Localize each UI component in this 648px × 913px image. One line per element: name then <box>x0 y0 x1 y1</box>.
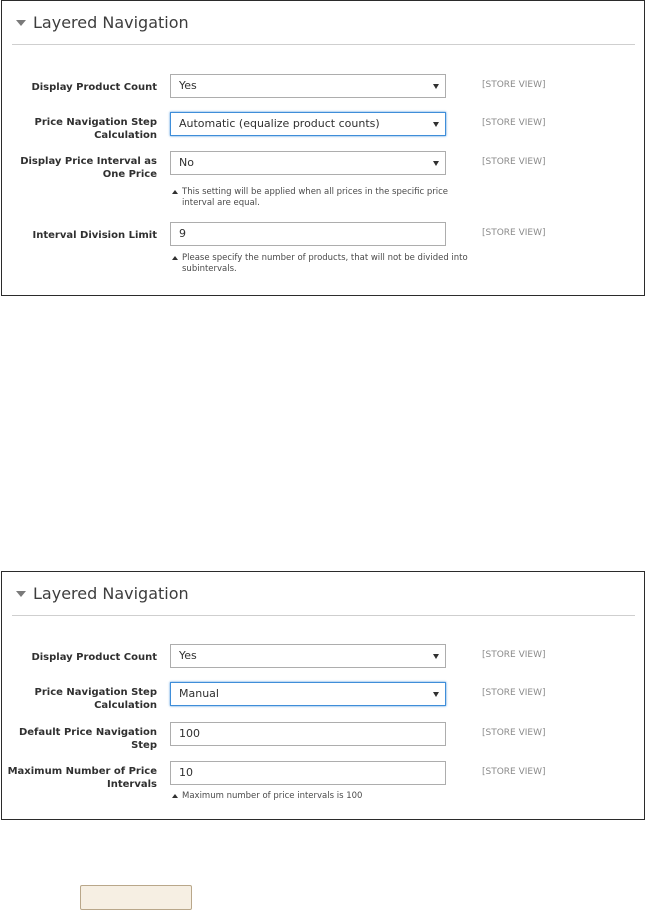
field-label: Price Navigation Step Calculation <box>34 117 157 141</box>
scope-label: [STORE VIEW] <box>482 80 546 90</box>
dropdown-arrow-icon <box>433 84 439 89</box>
dropdown-arrow-icon <box>433 122 439 127</box>
note-text: Please specify the number of products, that will not be divided into subintervals. <box>182 253 468 274</box>
collapse-triangle-icon <box>16 591 26 597</box>
note-text: Maximum number of price intervals is 100 <box>182 791 363 801</box>
field-label: Default Price Navigation Step <box>18 727 157 751</box>
section-divider <box>12 615 635 616</box>
dropdown-arrow-icon <box>433 654 439 659</box>
display-price-interval-select[interactable] <box>170 151 446 175</box>
layered-navigation-panel-2 <box>1 571 645 820</box>
field-label: Price Navigation Step Calculation <box>34 687 157 711</box>
note-caret-icon <box>172 190 178 194</box>
field-note <box>172 253 472 275</box>
display-product-count-select[interactable] <box>170 644 446 668</box>
select-value: No <box>179 156 194 169</box>
field-label: Maximum Number of Price Intervals <box>7 766 157 790</box>
scope-label: [STORE VIEW] <box>482 688 546 698</box>
section-header-toggle[interactable] <box>16 13 189 32</box>
scope-label: [STORE VIEW] <box>482 228 546 238</box>
field-label: Display Product Count <box>31 82 157 93</box>
field-row-display-price-interval <box>2 151 644 180</box>
field-row-display-product-count <box>2 74 644 100</box>
dropdown-arrow-icon <box>433 161 439 166</box>
price-navigation-step-select[interactable] <box>170 112 446 136</box>
field-row-interval-division-limit <box>2 222 644 248</box>
layered-navigation-panel-1 <box>1 0 645 296</box>
field-row-price-navigation-step <box>2 682 644 711</box>
field-note <box>172 791 472 802</box>
dropdown-arrow-icon <box>433 692 439 697</box>
collapse-triangle-icon <box>16 20 26 26</box>
field-row-max-price-intervals <box>2 761 644 790</box>
input-value: 10 <box>179 766 193 779</box>
input-value: 100 <box>179 727 200 740</box>
select-value: Yes <box>179 649 197 662</box>
field-label: Display Product Count <box>31 652 157 663</box>
field-label: Interval Division Limit <box>32 230 157 241</box>
field-row-price-navigation-step <box>2 112 644 141</box>
section-title: Layered Navigation <box>33 584 189 603</box>
price-navigation-step-select[interactable] <box>170 682 446 706</box>
default-price-navigation-step-input[interactable] <box>170 722 446 746</box>
section-divider <box>12 44 635 45</box>
section-title: Layered Navigation <box>33 13 189 32</box>
field-row-default-price-navigation-step <box>2 722 644 751</box>
note-caret-icon <box>172 794 178 798</box>
scope-label: [STORE VIEW] <box>482 157 546 167</box>
scope-label: [STORE VIEW] <box>482 767 546 777</box>
scope-label: [STORE VIEW] <box>482 650 546 660</box>
action-button[interactable] <box>80 885 192 910</box>
field-note <box>172 187 472 209</box>
field-row-display-product-count <box>2 644 644 670</box>
select-value: Yes <box>179 79 197 92</box>
scope-label: [STORE VIEW] <box>482 118 546 128</box>
note-caret-icon <box>172 256 178 260</box>
display-product-count-select[interactable] <box>170 74 446 98</box>
interval-division-limit-input[interactable] <box>170 222 446 246</box>
select-value: Manual <box>179 687 219 700</box>
input-value: 9 <box>179 227 186 240</box>
field-label: Display Price Interval as One Price <box>20 156 157 180</box>
note-text: This setting will be applied when all prices in the specific price interval are equal. <box>182 187 449 208</box>
max-price-intervals-input[interactable] <box>170 761 446 785</box>
select-value: Automatic (equalize product counts) <box>179 117 380 130</box>
section-header-toggle[interactable] <box>16 584 189 603</box>
scope-label: [STORE VIEW] <box>482 728 546 738</box>
